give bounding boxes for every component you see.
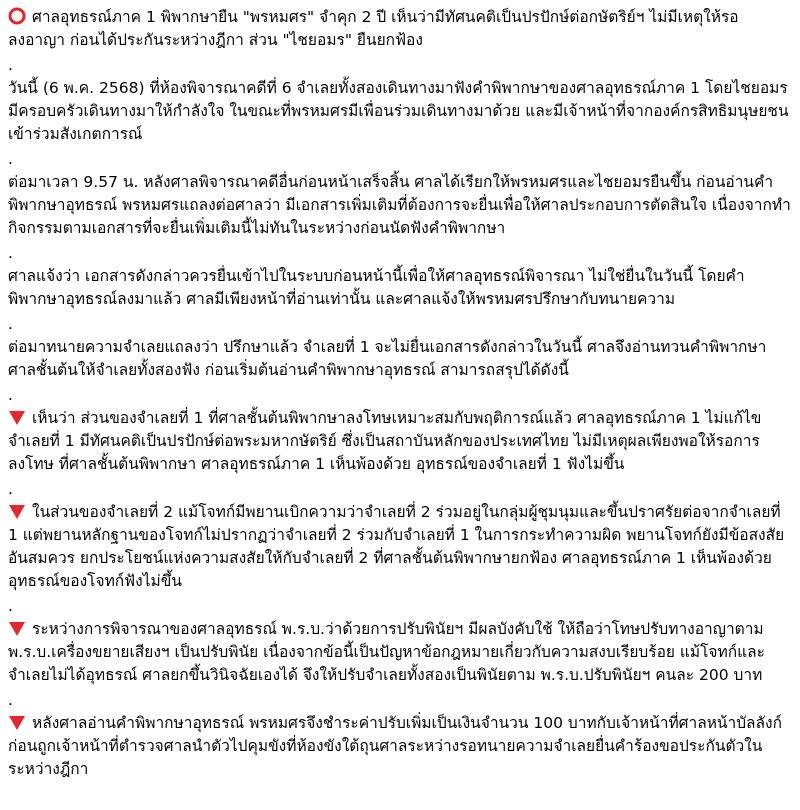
intro-text: ศาลอุทธรณ์ภาค 1 พิพากษายืน "พรหมศร" จำคุก 2 ปี เห็นว่ามีทัศนคติเป็นปรปักษ์ต่อกษัตริย์ฯ ไม่มีเหตุให้รอลงอาญา ก่อนได้ประกันระหว่างฎีกา ส่วน "ไชยอมร" ยืนยกฟ้อง [8, 8, 739, 49]
separator-dot: . [8, 386, 13, 404]
separator-dot: . [8, 597, 13, 615]
separator-dot: . [8, 691, 13, 709]
separator-dot: . [8, 150, 13, 168]
bullet-paragraph [8, 407, 792, 476]
bullet-paragraph [8, 618, 792, 687]
paragraph: ศาลแจ้งว่า เอกสารดังกล่าวควรยื่นเข้าไปในระบบก่อนหน้านี้เพื่อให้ศาลอุทธรณ์พิจารณา ไม่ใช่ยื่นในวันนี้ โดยคำพิพากษาอุทธรณ์ลงมาแล้ว ศาลมีเพียงหน้าที่อ่านเท่านั้น และศาลแจ้งให้พรหมศรปรึกษากับทนายความ [8, 267, 745, 308]
bullet-text: ระหว่างการพิจารณาของศาลอุทธรณ์ พ.ร.บ.ว่าด้วยการปรับพินัยฯ มีผลบังคับใช้ ให้ถือว่าโทษปรับทางอาญาตาม พ.ร.บ.เครื่องขยายเสียงฯ เป็นปรับพินัย เนื่องจากข้อนี้เป็นปัญหาข้อกฎหมายเกี่ยวกับความสงบเรียบร้อย แม้โจทก์และจำเลยไม่ได้อุทธรณ์ ศาลยกขึ้นวินิจฉัยเองได้ จึงให้ปรับจำเลยทั้งสองเป็นพินัยตาม พ.ร.บ.ปรับพินัยฯ คนละ 200 บาท [8, 620, 765, 684]
paragraph: ต่อมาทนายความจำเลยแถลงว่า ปรึกษาแล้ว จำเลยที่ 1 จะไม่ยื่นเอกสารดังกล่าวในวันนี้ ศาลจึงอ่านทวนคำพิพากษาศาลชั้นต้นให้จำเลยทั้งสองฟัง ก่อนเริ่มต้นอ่านคำพิพากษาอุทธรณ์ สามารถสรุปได้ดังนี้ [8, 338, 767, 379]
red-circle-icon [8, 7, 26, 25]
separator-dot: . [8, 480, 13, 498]
separator-dot: . [8, 56, 13, 74]
red-triangle-down-icon [8, 619, 26, 637]
paragraph: ต่อมาเวลา 9.57 น. หลังศาลพิจารณาคดีอื่นก่อนหน้าเสร็จสิ้น ศาลได้เรียกให้พรหมศรและไชยอมรยืนขึ้น ก่อนอ่านคำพิพากษาอุทธรณ์ พรหมศรแถลงต่อศาลว่า มีเอกสารเพิ่มเติมที่ต้องการจะยื่นเพื่อให้ศาลประกอบการตัดสินใจ เนื่องจากทำกิจกรรมตามเอกสารที่จะยื่นเพิ่มเติมนี้ไม่ทันในระหว่างก่อนนัดฟังคำพิพากษา [8, 173, 791, 237]
bullet-paragraph [8, 712, 792, 781]
bullet-text: เห็นว่า ส่วนของจำเลยที่ 1 ที่ศาลชั้นต้นพิพากษาลงโทษเหมาะสมกับพฤติการณ์แล้ว ศาลอุทธรณ์ภาค 1 ไม่แก้ไข จำเลยที่ 1 มีทัศนคติเป็นปรปักษ์ต่อพระมหากษัตริย์ ซึ่งเป็นสถาบันหลักของประเทศไทย ไม่มีเหตุผลเพียงพอให้รอการลงโทษ ที่ศาลชั้นต้นพิพากษา ศาลอุทธรณ์ภาค 1 เห็นพ้องด้วย อุทธรณ์ของจำเลยที่ 1 ฟังไม่ขึ้น [8, 409, 762, 473]
red-triangle-down-icon [8, 408, 26, 426]
bullet-paragraph [8, 501, 792, 593]
paragraph: วันนี้ (6 พ.ค. 2568) ที่ห้องพิจารณาคดีที่ 6 จำเลยทั้งสองเดินทางมาฟังคำพิพากษาของศาลอุทธรณ์ภาค 1 โดยไชยอมรมีครอบครัวเดินทางมาให้กำลังใจ ในขณะที่พรหมศรมีเพื่อนร่วมเดินทางมาด้วย และมีเจ้าหน้าที่จากองค์กรสิทธิมนุษยชนเข้าร่วมสังเกตการณ์ [8, 79, 789, 143]
red-triangle-down-icon [8, 713, 26, 731]
intro-paragraph [8, 6, 792, 52]
bullet-text: ในส่วนของจำเลยที่ 2 แม้โจทก์มีพยานเบิกความว่าจำเลยที่ 2 ร่วมอยู่ในกลุ่มผู้ชุมนุมและขึ้นปราศรัยต่อจากจำเลยที่ 1 แต่พยานหลักฐานของโจทก์ไม่ปรากฏว่าจำเลยที่ 2 ร่วมกับจำเลยที่ 1 ในการกระทำความผิด พยานโจทก์ยังมีข้อสงสัยอันสมควร ยกประโยชน์แห่งความสงสัยให้กับจำเลยที่ 2 ที่ศาลชั้นต้นพิพากษายกฟ้อง ศาลอุทธรณ์ภาค 1 เห็นพ้องด้วย อุทธรณ์ของโจทก์ฟังไม่ขึ้น [8, 503, 785, 590]
red-triangle-down-icon [8, 502, 26, 520]
separator-dot: . [8, 244, 13, 262]
separator-dot: . [8, 315, 13, 333]
bullet-text: หลังศาลอ่านคำพิพากษาอุทธรณ์ พรหมศรจึงชำระค่าปรับเพิ่มเป็นเงินจำนวน 100 บาทกับเจ้าหน้าที่ศาลหน้าบัลลังก์ ก่อนถูกเจ้าหน้าที่ตำรวจศาลนำตัวไปคุมขังที่ห้องขังใต้ถุนศาลระหว่างรอทนายความจำเลยยื่นคำร้องขอประกันตัวในระหว่างฎีกา [8, 714, 783, 778]
